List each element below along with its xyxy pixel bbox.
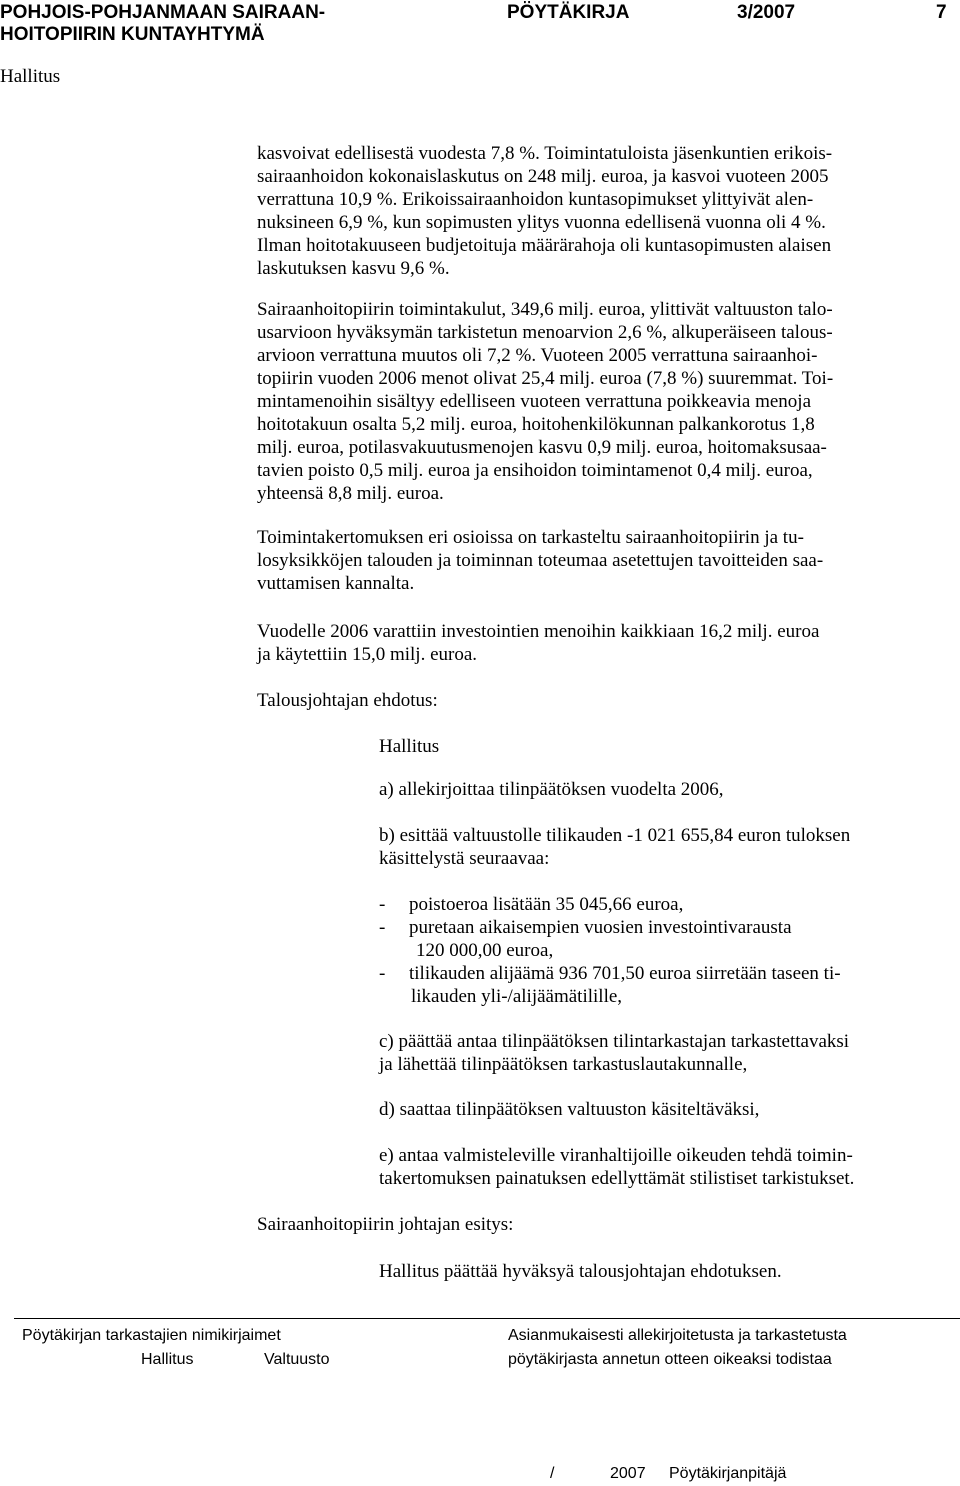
text-line: sairaanhoidon kokonaislaskutus on 248 milj. euroa, ja kasvoi vuoteen 2005 bbox=[257, 166, 829, 187]
footer-date-slash: / bbox=[550, 1465, 555, 1482]
list-item-text: puretaan aikaisempien vuosien investointivarausta bbox=[409, 917, 792, 938]
document-number: 3/2007 bbox=[737, 2, 796, 23]
list-dash: - bbox=[379, 917, 386, 938]
text-line: käsittelystä seuraavaa: bbox=[379, 848, 550, 869]
text-line: a) allekirjoittaa tilinpäätöksen vuodelta 2006, bbox=[379, 779, 724, 800]
paragraph-revenue bbox=[257, 142, 957, 280]
list-dash: - bbox=[379, 963, 386, 984]
list-item-text: tilikauden alijäämä 936 701,50 euroa siirretään taseen ti- bbox=[409, 963, 841, 984]
text-line: d) saattaa tilinpäätöksen valtuuston käsiteltäväksi, bbox=[379, 1099, 760, 1120]
text-line: kasvoivat edellisestä vuodesta 7,8 %. Toimintatuloista jäsenkuntien erikois- bbox=[257, 143, 833, 164]
text-line: hoitotakuun osalta 5,2 milj. euroa, hoitohenkilökunnan palkankorotus 1,8 bbox=[257, 414, 815, 435]
text-line: Vuodelle 2006 varattiin investointien menoihin kaikkiaan 16,2 milj. euroa bbox=[257, 621, 820, 642]
director-decision: Hallitus päättää hyväksyä talousjohtajan ehdotuksen. bbox=[379, 1261, 782, 1282]
proposal-item-d bbox=[379, 1098, 959, 1121]
text-line: e) antaa valmisteleville viranhaltijoille oikeuden tehdä toimin- bbox=[379, 1145, 853, 1166]
footer-inspectors-title: Pöytäkirjan tarkastajien nimikirjaimet bbox=[22, 1327, 281, 1344]
paragraph-investments bbox=[257, 620, 957, 666]
text-line: nuksineen 6,9 %, kun sopimusten ylitys vuonna edellisenä vuonna oli 4 %. bbox=[257, 212, 826, 233]
text-line: yhteensä 8,8 milj. euroa. bbox=[257, 483, 444, 504]
proposal-heading: Talousjohtajan ehdotus: bbox=[257, 690, 438, 711]
footer-date-year: 2007 bbox=[610, 1465, 646, 1482]
text-line: milj. euroa, potilasvakuutusmenojen kasvu 0,9 milj. euroa, hoitomaksusaa- bbox=[257, 437, 827, 458]
org-name-line1: POHJOIS-POHJANMAAN SAIRAAN- bbox=[0, 2, 326, 23]
text-line: Toimintakertomuksen eri osioissa on tarkasteltu sairaanhoitopiirin ja tu- bbox=[257, 527, 804, 548]
text-line: Ilman hoitotakuuseen budjetoituja määrärahoja oli kuntasopimusten alaisen bbox=[257, 235, 832, 256]
text-line: topiirin vuoden 2006 menot olivat 25,4 milj. euroa (7,8 %) suuremmat. Toi- bbox=[257, 368, 834, 389]
footer-certification-line1: Asianmukaisesti allekirjoitetusta ja tarkastetusta bbox=[508, 1327, 847, 1344]
text-line: ja lähettää tilinpäätöksen tarkastuslautakunnalle, bbox=[379, 1054, 748, 1075]
paragraph-operating-costs bbox=[257, 298, 957, 505]
page-number: 7 bbox=[936, 2, 947, 23]
list-item-continuation: likauden yli-/alijäämätilille, bbox=[411, 986, 623, 1007]
text-line: mintamenoihin sisältyy edelliseen vuoteen verrattuna poikkeavia menoja bbox=[257, 391, 811, 412]
text-line: arvioon verrattuna muutos oli 7,2 %. Vuoteen 2005 verrattuna sairaanhoi- bbox=[257, 345, 818, 366]
footer-council-label: Valtuusto bbox=[264, 1351, 330, 1368]
section-body-name: Hallitus bbox=[0, 66, 61, 87]
text-line: b) esittää valtuustolle tilikauden -1 021 655,84 euron tuloksen bbox=[379, 825, 851, 846]
text-line: ja käytettiin 15,0 milj. euroa. bbox=[257, 644, 478, 665]
footer-board-label: Hallitus bbox=[141, 1351, 194, 1368]
proposal-addressee: Hallitus bbox=[379, 736, 440, 757]
text-line: c) päättää antaa tilinpäätöksen tilintarkastajan tarkastettavaksi bbox=[379, 1031, 850, 1052]
list-item bbox=[379, 916, 792, 939]
proposal-item-e bbox=[379, 1144, 959, 1190]
document-type: PÖYTÄKIRJA bbox=[507, 2, 630, 23]
footer-certification-line2: pöytäkirjasta annetun otteen oikeaksi todistaa bbox=[508, 1351, 832, 1368]
text-line: losyksikköjen talouden ja toiminnan toteumaa asetettujen tavoitteiden saa- bbox=[257, 550, 824, 571]
paragraph-annual-report bbox=[257, 526, 957, 595]
text-line: vuttamisen kannalta. bbox=[257, 573, 415, 594]
text-line: Sairaanhoitopiirin toimintakulut, 349,6 milj. euroa, ylittivät valtuuston talo- bbox=[257, 299, 833, 320]
list-item bbox=[379, 893, 683, 916]
footer-divider bbox=[14, 1318, 960, 1319]
proposal-item-a bbox=[379, 778, 959, 801]
director-heading: Sairaanhoitopiirin johtajan esitys: bbox=[257, 1214, 514, 1235]
proposal-item-b bbox=[379, 824, 959, 870]
org-name-line2: HOITOPIIRIN KUNTAYHTYMÄ bbox=[0, 24, 265, 45]
list-dash: - bbox=[379, 894, 386, 915]
text-line: laskutuksen kasvu 9,6 %. bbox=[257, 258, 450, 279]
text-line: tavien poisto 0,5 milj. euroa ja ensihoidon toimintamenot 0,4 milj. euroa, bbox=[257, 460, 813, 481]
proposal-item-c bbox=[379, 1030, 959, 1076]
text-line: verrattuna 10,9 %. Erikoissairaanhoidon kuntasopimukset ylittyivät alen- bbox=[257, 189, 814, 210]
footer-keeper: Pöytäkirjanpitäjä bbox=[669, 1465, 787, 1482]
list-item-continuation: 120 000,00 euroa, bbox=[416, 940, 554, 961]
text-line: usarvioon hyväksymän tarkistetun menoarvion 2,6 %, alkuperäiseen talous- bbox=[257, 322, 833, 343]
list-item bbox=[379, 962, 841, 985]
text-line: takertomuksen painatuksen edellyttämät stilistiset tarkistukset. bbox=[379, 1168, 855, 1189]
list-item-text: poistoeroa lisätään 35 045,66 euroa, bbox=[409, 894, 684, 915]
